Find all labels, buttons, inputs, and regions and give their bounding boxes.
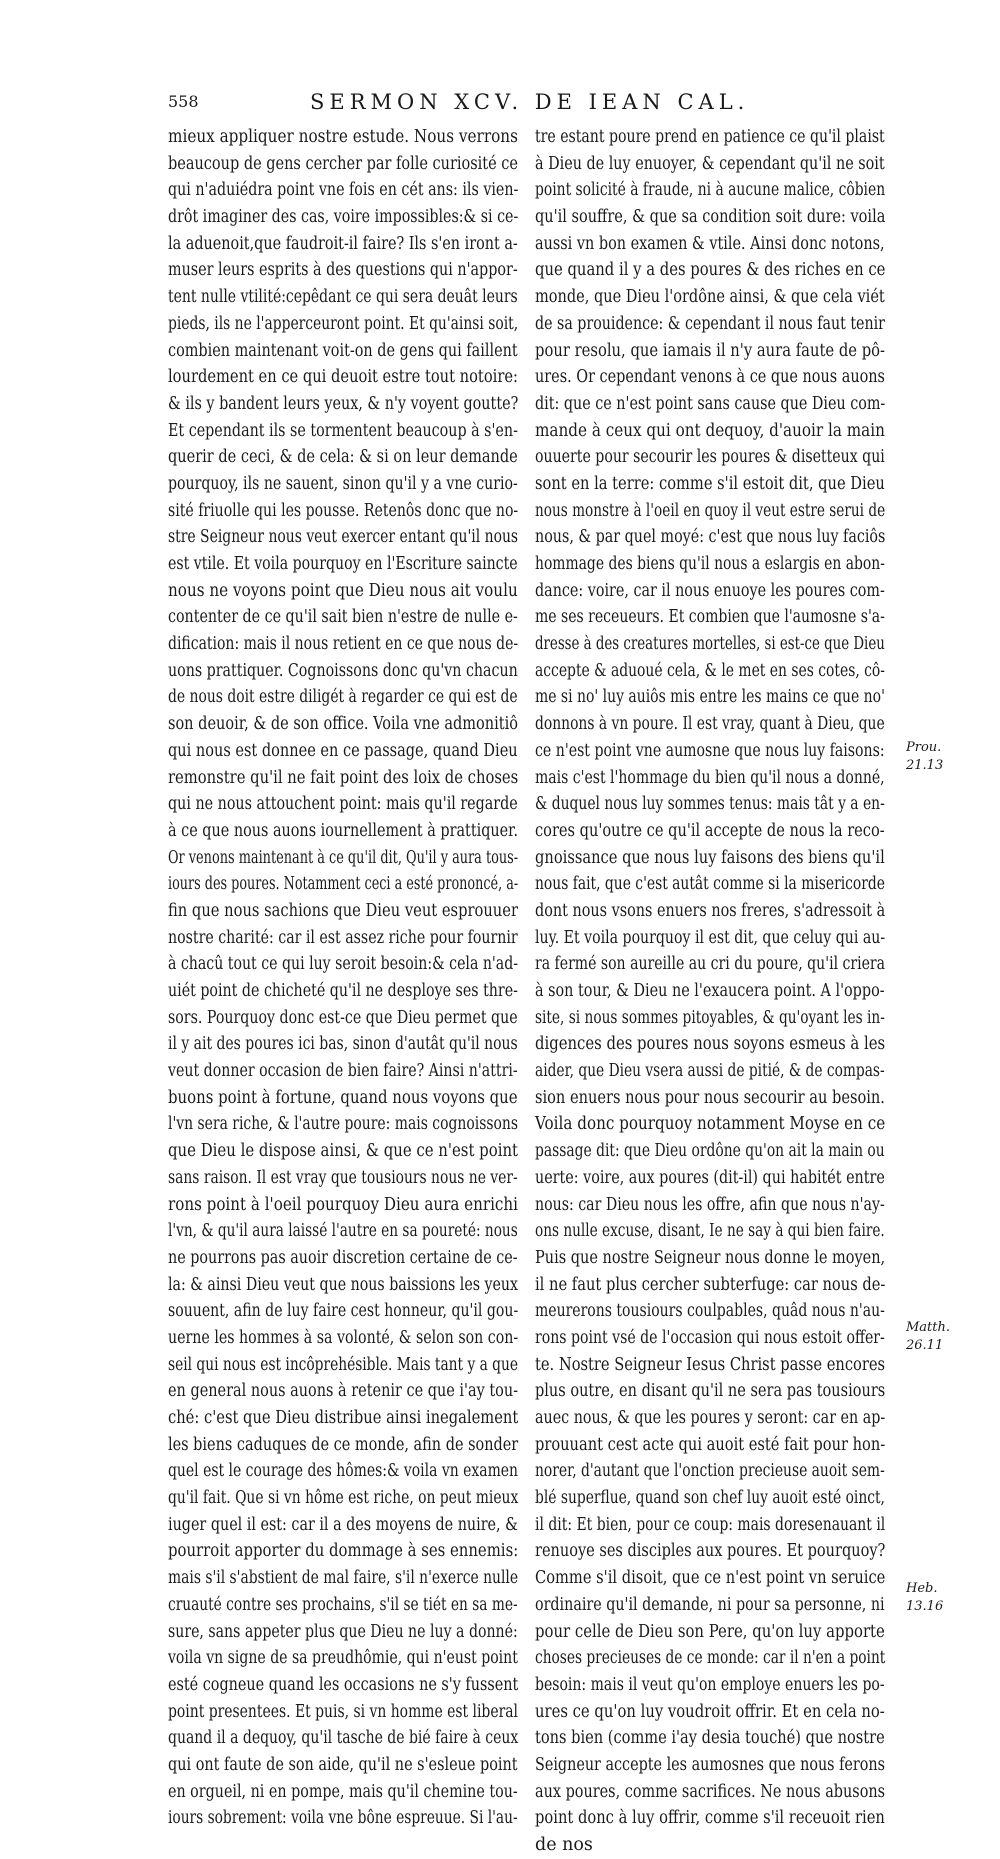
margin-note-ref: 13.16 [906, 1599, 944, 1614]
text-line: de nos [535, 1835, 593, 1855]
text-line: combien maintenant voit-on de gens qui faillent [168, 340, 518, 361]
text-line: drôt imaginer des cas, voire impossibles:& si ce- [168, 207, 519, 228]
text-line: Voila donc pourquoy notamment Moyse en ce [535, 1114, 886, 1135]
text-line: tons bien (comme i'ay desia touché) que nostre [535, 1728, 885, 1749]
text-line: Seigneur accepte les aumosnes que nous ferons [535, 1754, 885, 1775]
text-line: que quand il y a des poures & des riches en ce [535, 260, 886, 281]
text-line: ra fermé son aureille au cri du poure, qu'il criera [535, 954, 886, 975]
text-line: & duquel nous luy sommes tenus: mais tât y a en- [535, 794, 885, 815]
text-line: son deuoir, & de son office. Voila vne admonitiô [168, 714, 518, 735]
text-line: rons point vsé de l'occasion qui nous estoit offer- [535, 1327, 885, 1348]
text-line: besoin: mais il veut qu'on employe enuers les po- [535, 1674, 885, 1695]
text-line: digences des poures nous soyons esmeus à les [535, 1034, 886, 1055]
text-line: iours sobrement: voila vne bône espreuue. Si l'au- [168, 1808, 518, 1829]
text-line: de nous doit estre diligét à regarder ce qui est de [168, 687, 518, 708]
text-line: ce n'est point vne aumosne que nous luy faisons: [535, 740, 885, 761]
text-line: accepte & aduoué cela, & le met en ses cotes, cô- [535, 660, 885, 681]
text-line: gnoissance que nous luy faisons des biens qu'il [535, 847, 885, 868]
text-line: qui nous est donnee en ce passage, quand Dieu [168, 740, 518, 761]
text-line: renuoye ses disciples aux poures. Et pourquoy? [535, 1541, 886, 1562]
text-line: à Dieu de luy enuoyer, & cependant qu'il ne soit [535, 153, 885, 174]
text-line: passage dit: que Dieu ordône qu'on ait la main ou [535, 1141, 885, 1162]
text-line: aux poures, comme sacrifices. Ne nous abusons [535, 1781, 886, 1802]
text-line: Comme s'il disoit, que ce n'est point vn seruice [535, 1568, 886, 1589]
margin-note-book: Prou. [906, 740, 942, 755]
text-line: la aduenoit,que faudroit-il faire? Ils s'en iront a- [168, 233, 518, 254]
text-line: qui n'aduiédra point vne fois en cét ans: ils vien- [168, 180, 519, 201]
text-line: prouuant cest acte qui auoit esté fait pour hon- [535, 1434, 886, 1455]
text-line: que Dieu le dispose ainsi, & que ce n'est point [168, 1141, 519, 1162]
text-line: mande à ceux qui ont dequoy, d'auoir la main [535, 420, 885, 441]
text-line: beaucoup de gens cercher par folle curiosité ce [168, 153, 518, 174]
text-line: à ce que nous auons iournellement à prattiquer. [168, 820, 519, 841]
text-line: contenter de ce qu'il sait bien n'estre de nulle e- [168, 607, 518, 628]
text-line: Puis que nostre Seigneur nous donne le moyen, [535, 1247, 886, 1268]
text-line: dification: mais il nous retient en ce que nous de- [168, 634, 519, 655]
text-line: point donc à luy offrir, comme s'il receuoit rien [535, 1808, 885, 1829]
text-line: à chacû tout ce qui luy seroit besoin:& cela n'ad- [168, 954, 519, 975]
text-line: uerne les hommes à sa volonté, & selon son con- [168, 1327, 519, 1348]
text-line: souuent, afin de luy faire cest honneur, qu'il gou- [168, 1301, 519, 1322]
margin-note-heb [906, 1580, 943, 1616]
text-line: buons point à fortune, quand nous voyons que [168, 1087, 518, 1108]
text-line: quel est le courage des hômes:& voila vn examen [168, 1461, 519, 1482]
text-line: à son tour, & Dieu ne l'exaucera point. A l'oppo- [535, 981, 885, 1001]
text-line: te. Nostre Seigneur Iesus Christ passe encores [535, 1354, 886, 1375]
text-line: & ils y bandent leurs yeux, & n'y voyent goutte? [168, 393, 519, 414]
text-line: ouuerte pour secourir les poures & disetteux qui [535, 447, 885, 468]
text-line: sion enuers nous pour nous secourir au besoin. [535, 1087, 885, 1108]
text-line: uiét point de chicheté qu'il ne desploye ses thre- [168, 981, 518, 1001]
text-line: Or venons maintenant à ce qu'il dit, Qu'il y aura tous- [168, 847, 519, 868]
text-line: hommage des biens qu'il nous a eslargis en abon- [535, 554, 885, 574]
text-line: il y ait des poures ici bas, sinon d'autât qu'il nous [168, 1034, 518, 1055]
text-line: mais s'il s'abstient de mal faire, s'il n'exerce nulle [168, 1568, 519, 1589]
text-line: veut donner occasion de bien faire? Ainsi n'attri- [168, 1061, 518, 1082]
text-line: dresse à des creatures mortelles, si est-ce que Dieu [535, 634, 885, 655]
margin-note-book: Heb. [906, 1581, 938, 1596]
running-head: SERMON XCV. DE IEAN CAL. [310, 90, 750, 114]
text-line: il ne faut plus cercher subterfuge: car nous de- [535, 1274, 886, 1295]
text-line: remonstre qu'il ne fait point des loix de choses [168, 767, 519, 788]
text-line: cores qu'outre ce qu'il accepte de nous la reco- [535, 820, 885, 841]
margin-note-prou [906, 739, 943, 775]
text-line: ures ce qu'on luy voudroit offrir. Et en cela no- [535, 1701, 885, 1722]
text-column-left [168, 124, 518, 1832]
text-line: ures. Or cependant venons à ce que nous auons [535, 367, 885, 388]
text-line: de sa prouidence: & cependant il nous faut tenir [535, 313, 885, 334]
text-line: lourdement en ce qui deuoit estre tout notoire: [168, 367, 518, 388]
text-line: uerte: voire, aux poures (dit-il) qui habitét entre [535, 1167, 885, 1188]
text-line: pour resolu, que iamais il n'y aura faute de pô- [535, 340, 886, 361]
text-line: sure, sans appeter plus que Dieu ne luy a donné: [168, 1621, 518, 1642]
text-line: il dit: Et bien, pour ce coup: mais doresenauant il [535, 1514, 886, 1535]
text-line: norer, d'autant que l'onction precieuse auoit sem- [535, 1461, 885, 1482]
text-line: ons nulle excuse, disant, Ie ne say à qui bien faire. [535, 1221, 885, 1242]
text-line: pieds, ils ne l'apperceuront point. Et qu'ainsi soit, [168, 313, 519, 334]
text-line: mais c'est l'hommage du bien qu'il nous a donné, [535, 767, 885, 788]
text-line: ne pourrons pas auoir discretion certaine de ce- [168, 1247, 518, 1268]
text-line: en orgueil, ni en pompe, mais qu'il chemine tou- [168, 1781, 518, 1802]
text-line: tent nulle vtilité:cepêdant ce qui sera deuât leurs [168, 287, 518, 308]
text-line: est vtile. Et voila pourquoy en l'Escriture saincte [168, 554, 518, 574]
text-line: seil qui nous est incôprehésible. Mais tant y a que [168, 1354, 518, 1375]
text-line: muser leurs esprits à des questions qui n'appor- [168, 260, 518, 281]
text-line: quand il a dequoy, qu'il tasche de bié faire à ceux [168, 1728, 519, 1749]
text-line: blé superflue, quand son chef luy auoit esté oinct, [535, 1488, 885, 1509]
text-line: Et cependant ils se tormentent beaucoup à s'en- [168, 420, 518, 441]
text-line: ordinaire qu'il demande, ni pour sa personne, ni [535, 1594, 885, 1615]
text-line: aussi vn bon examen & vtile. Ainsi donc notons, [535, 233, 885, 254]
text-line: en general nous auons à retenir ce que i'ay tou- [168, 1381, 519, 1402]
text-line: meurerons tousiours coulpables, quâd nous n'au- [535, 1301, 885, 1322]
page-number: 558 [168, 92, 199, 111]
margin-note-matth [906, 1319, 950, 1355]
text-line: les biens caduques de ce monde, afin de sonder [168, 1434, 519, 1455]
text-line: nous, & par quel moyé: c'est que nous luy faciôs [535, 527, 886, 548]
text-line: rons point à l'oeil pourquoy Dieu aura enrichi [168, 1194, 518, 1215]
text-line: pourroit apporter du dommage à ses ennemis: [168, 1541, 519, 1562]
text-line: monde, que Dieu l'ordône ainsi, & que cela viét [535, 287, 885, 308]
text-line: sors. Pourquoy donc est-ce que Dieu permet que [168, 1007, 518, 1028]
text-line: qui ne nous attouchent point: mais qu'il regarde [168, 794, 518, 815]
text-line: tre estant poure prend en patience ce qu'il plaist [535, 127, 885, 147]
margin-note-book: Matth. [906, 1320, 951, 1335]
text-line: luy. Et voila pourquoy il est dit, que celuy qui au- [535, 927, 886, 948]
text-line: uons prattiquer. Cognoissons donc qu'vn chacun [168, 660, 518, 681]
text-line: la: & ainsi Dieu veut que nous baissions les yeux [168, 1274, 519, 1295]
text-line: iuger quel il est: car il a des moyens de nuire, & [168, 1514, 518, 1535]
text-line: qu'il souffre, & que sa condition soit dure: voila [535, 207, 886, 228]
text-line: ché: c'est que Dieu distribue ainsi inegalement [168, 1408, 519, 1428]
text-line: pour celle de Dieu son Pere, qu'on luy apporte [535, 1621, 885, 1642]
text-line: nous fait, que c'est autât comme si la misericorde [535, 874, 885, 895]
text-line: l'vn, & qu'il aura laissé l'autre en sa poureté: nous [168, 1221, 518, 1242]
text-line: stre Seigneur nous veut exercer entant qu'il nous [168, 527, 519, 548]
text-column-right [535, 124, 885, 1859]
text-line: dit: que ce n'est point sans cause que Dieu com- [535, 393, 886, 414]
text-line: nous monstre à l'oeil en quoy il veut estre serui de [535, 500, 886, 521]
text-line: point presentees. Et puis, si vn homme est liberal [168, 1701, 518, 1722]
text-line: sité friuolle qui les pousse. Retenôs donc que no- [168, 500, 519, 521]
text-line: choses precieuses de ce monde: car il n'en a point [535, 1648, 886, 1669]
text-line: me si no' luy auiôs mis entre les mains ce que no' [535, 687, 885, 708]
margin-note-ref: 21.13 [906, 758, 944, 773]
text-line: qui ont faute de son aide, qu'il ne s'esleue point [168, 1754, 518, 1775]
text-line: auec nous, & que les poures y seront: car en ap- [535, 1408, 886, 1428]
text-line: point solicité à fraude, ni à aucune malice, côbien [535, 180, 886, 201]
text-line: iours des poures. Notamment ceci a esté prononcé, a- [168, 874, 519, 895]
text-line: voila vn signe de sa preudhômie, qui n'eust point [168, 1648, 518, 1669]
text-line: mieux appliquer nostre estude. Nous verrons [168, 127, 518, 147]
margin-note-ref: 26.11 [906, 1338, 944, 1353]
text-line: qu'il fait. Que si vn hôme est riche, on peut mieux [168, 1488, 519, 1509]
text-line: plus outre, en disant qu'il ne sera pas tousiours [535, 1381, 886, 1402]
text-line: me ses receueurs. Et combien que l'aumosne s'a- [535, 607, 885, 628]
text-line: l'vn sera riche, & l'autre poure: mais cognoissons [168, 1114, 518, 1135]
text-line: nous: car Dieu nous les offre, afin que nous n'ay- [535, 1194, 885, 1215]
text-line: nous ne voyons point que Dieu nous ait voulu [168, 580, 518, 601]
text-line: site, si nous sommes pitoyables, & qu'oyant les in- [535, 1007, 885, 1028]
text-line: fin que nous sachions que Dieu veut esprouuer [168, 900, 518, 921]
text-line: aider, que Dieu vsera aussi de pitié, & de compas- [535, 1061, 885, 1082]
text-line: sont en la terre: comme s'il estoit dit, que Dieu [535, 473, 885, 494]
text-line: dont nous vsons enuers nos freres, s'adressoit à [535, 900, 886, 921]
text-line: sans raison. Il est vray que tousiours nous ne ver- [168, 1167, 518, 1188]
text-line: dance: voire, car il nous enuoye les poures com- [535, 580, 885, 601]
text-line: pourquoy, ils ne sauent, sinon qu'il y a vne curio- [168, 473, 518, 494]
text-line: donnons à vn poure. Il est vray, quant à Dieu, que [535, 714, 885, 735]
text-line: querir de ceci, & de cela: & si on leur demande [168, 447, 518, 468]
text-line: esté cogneue quand les occasions ne s'y fussent [168, 1674, 519, 1695]
text-line: cruauté contre ses prochains, s'il se tiét en sa me- [168, 1594, 518, 1615]
text-line: nostre charité: car il est assez riche pour fournir [168, 927, 518, 948]
